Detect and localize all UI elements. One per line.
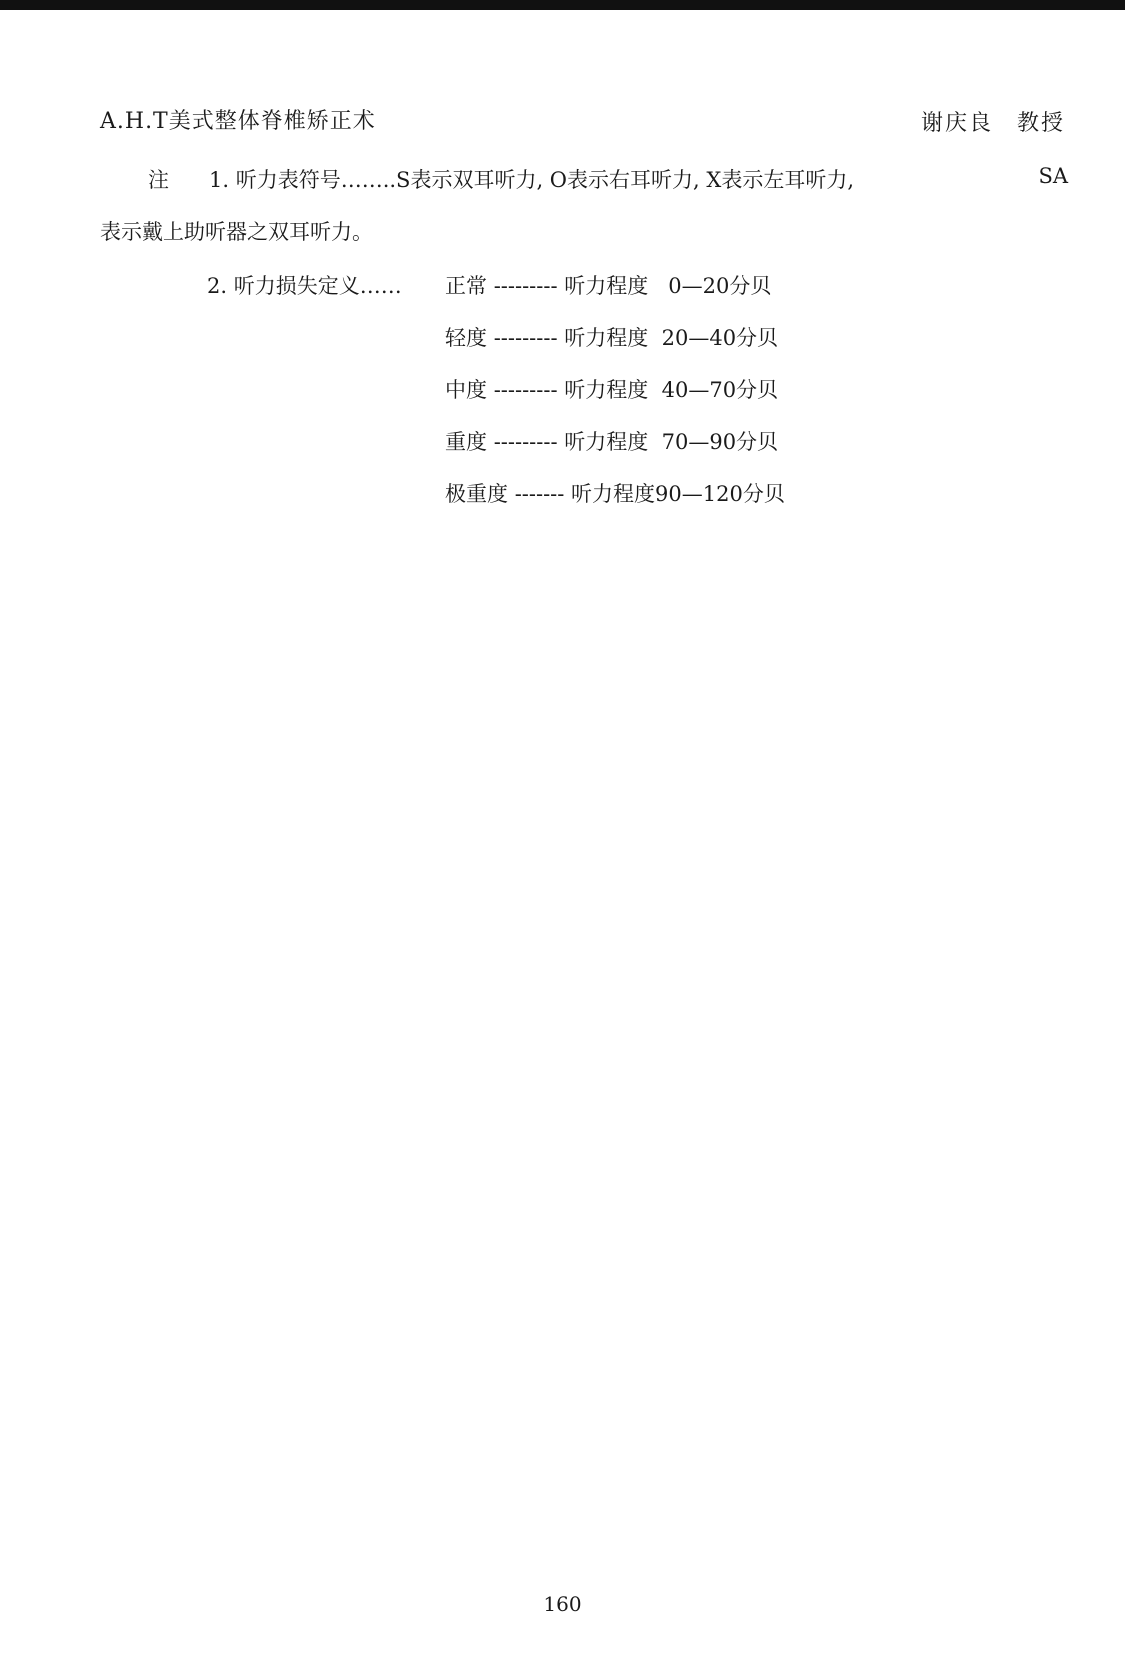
definition-range: 70—90分贝 xyxy=(661,430,779,454)
definition-level: 极重度 xyxy=(445,482,508,506)
book-title: A.H.T美式整体脊椎矫正术 xyxy=(100,109,376,134)
definition-row xyxy=(445,270,771,300)
definition-label: 听力程度 xyxy=(564,274,649,298)
note-1 xyxy=(148,164,1068,194)
definition-level: 轻度 xyxy=(445,326,487,350)
definition-level: 重度 xyxy=(445,430,487,454)
definition-level: 正常 xyxy=(445,274,487,298)
definition-row xyxy=(445,322,778,352)
definition-row xyxy=(445,478,785,508)
definition-dashes: --------- xyxy=(493,378,558,402)
definition-level: 中度 xyxy=(445,378,487,402)
top-border xyxy=(0,0,1125,10)
definition-range: 0—20分贝 xyxy=(668,274,772,298)
definition-dashes: --------- xyxy=(493,430,558,454)
definition-label: 听力程度 xyxy=(564,430,649,454)
page-number: 160 xyxy=(543,1592,582,1616)
definition-range: 90—120分贝 xyxy=(655,482,785,506)
note-1-end: SA xyxy=(1038,164,1068,188)
definition-label: 听力程度 xyxy=(564,326,649,350)
definition-label: 听力程度 xyxy=(571,482,656,506)
definition-row xyxy=(445,426,778,456)
definition-range: 40—70分贝 xyxy=(661,378,779,402)
note-1-continuation: 表示戴上助听器之双耳听力。 xyxy=(100,220,373,244)
author-name: 谢庆良 教授 xyxy=(920,111,1065,136)
note-2-lead: 2. 听力损失定义…… xyxy=(207,274,402,298)
definition-dashes: --------- xyxy=(493,274,558,298)
definition-label: 听力程度 xyxy=(564,378,649,402)
definition-dashes: --------- xyxy=(493,326,558,350)
note-1-text: 1. 听力表符号……..S表示双耳听力, O表示右耳听力, X表示左耳听力, xyxy=(209,168,854,192)
definition-dashes: ------- xyxy=(514,482,565,506)
note-prefix: 注 xyxy=(148,168,169,192)
definition-row xyxy=(445,374,778,404)
definition-range: 20—40分贝 xyxy=(661,326,779,350)
